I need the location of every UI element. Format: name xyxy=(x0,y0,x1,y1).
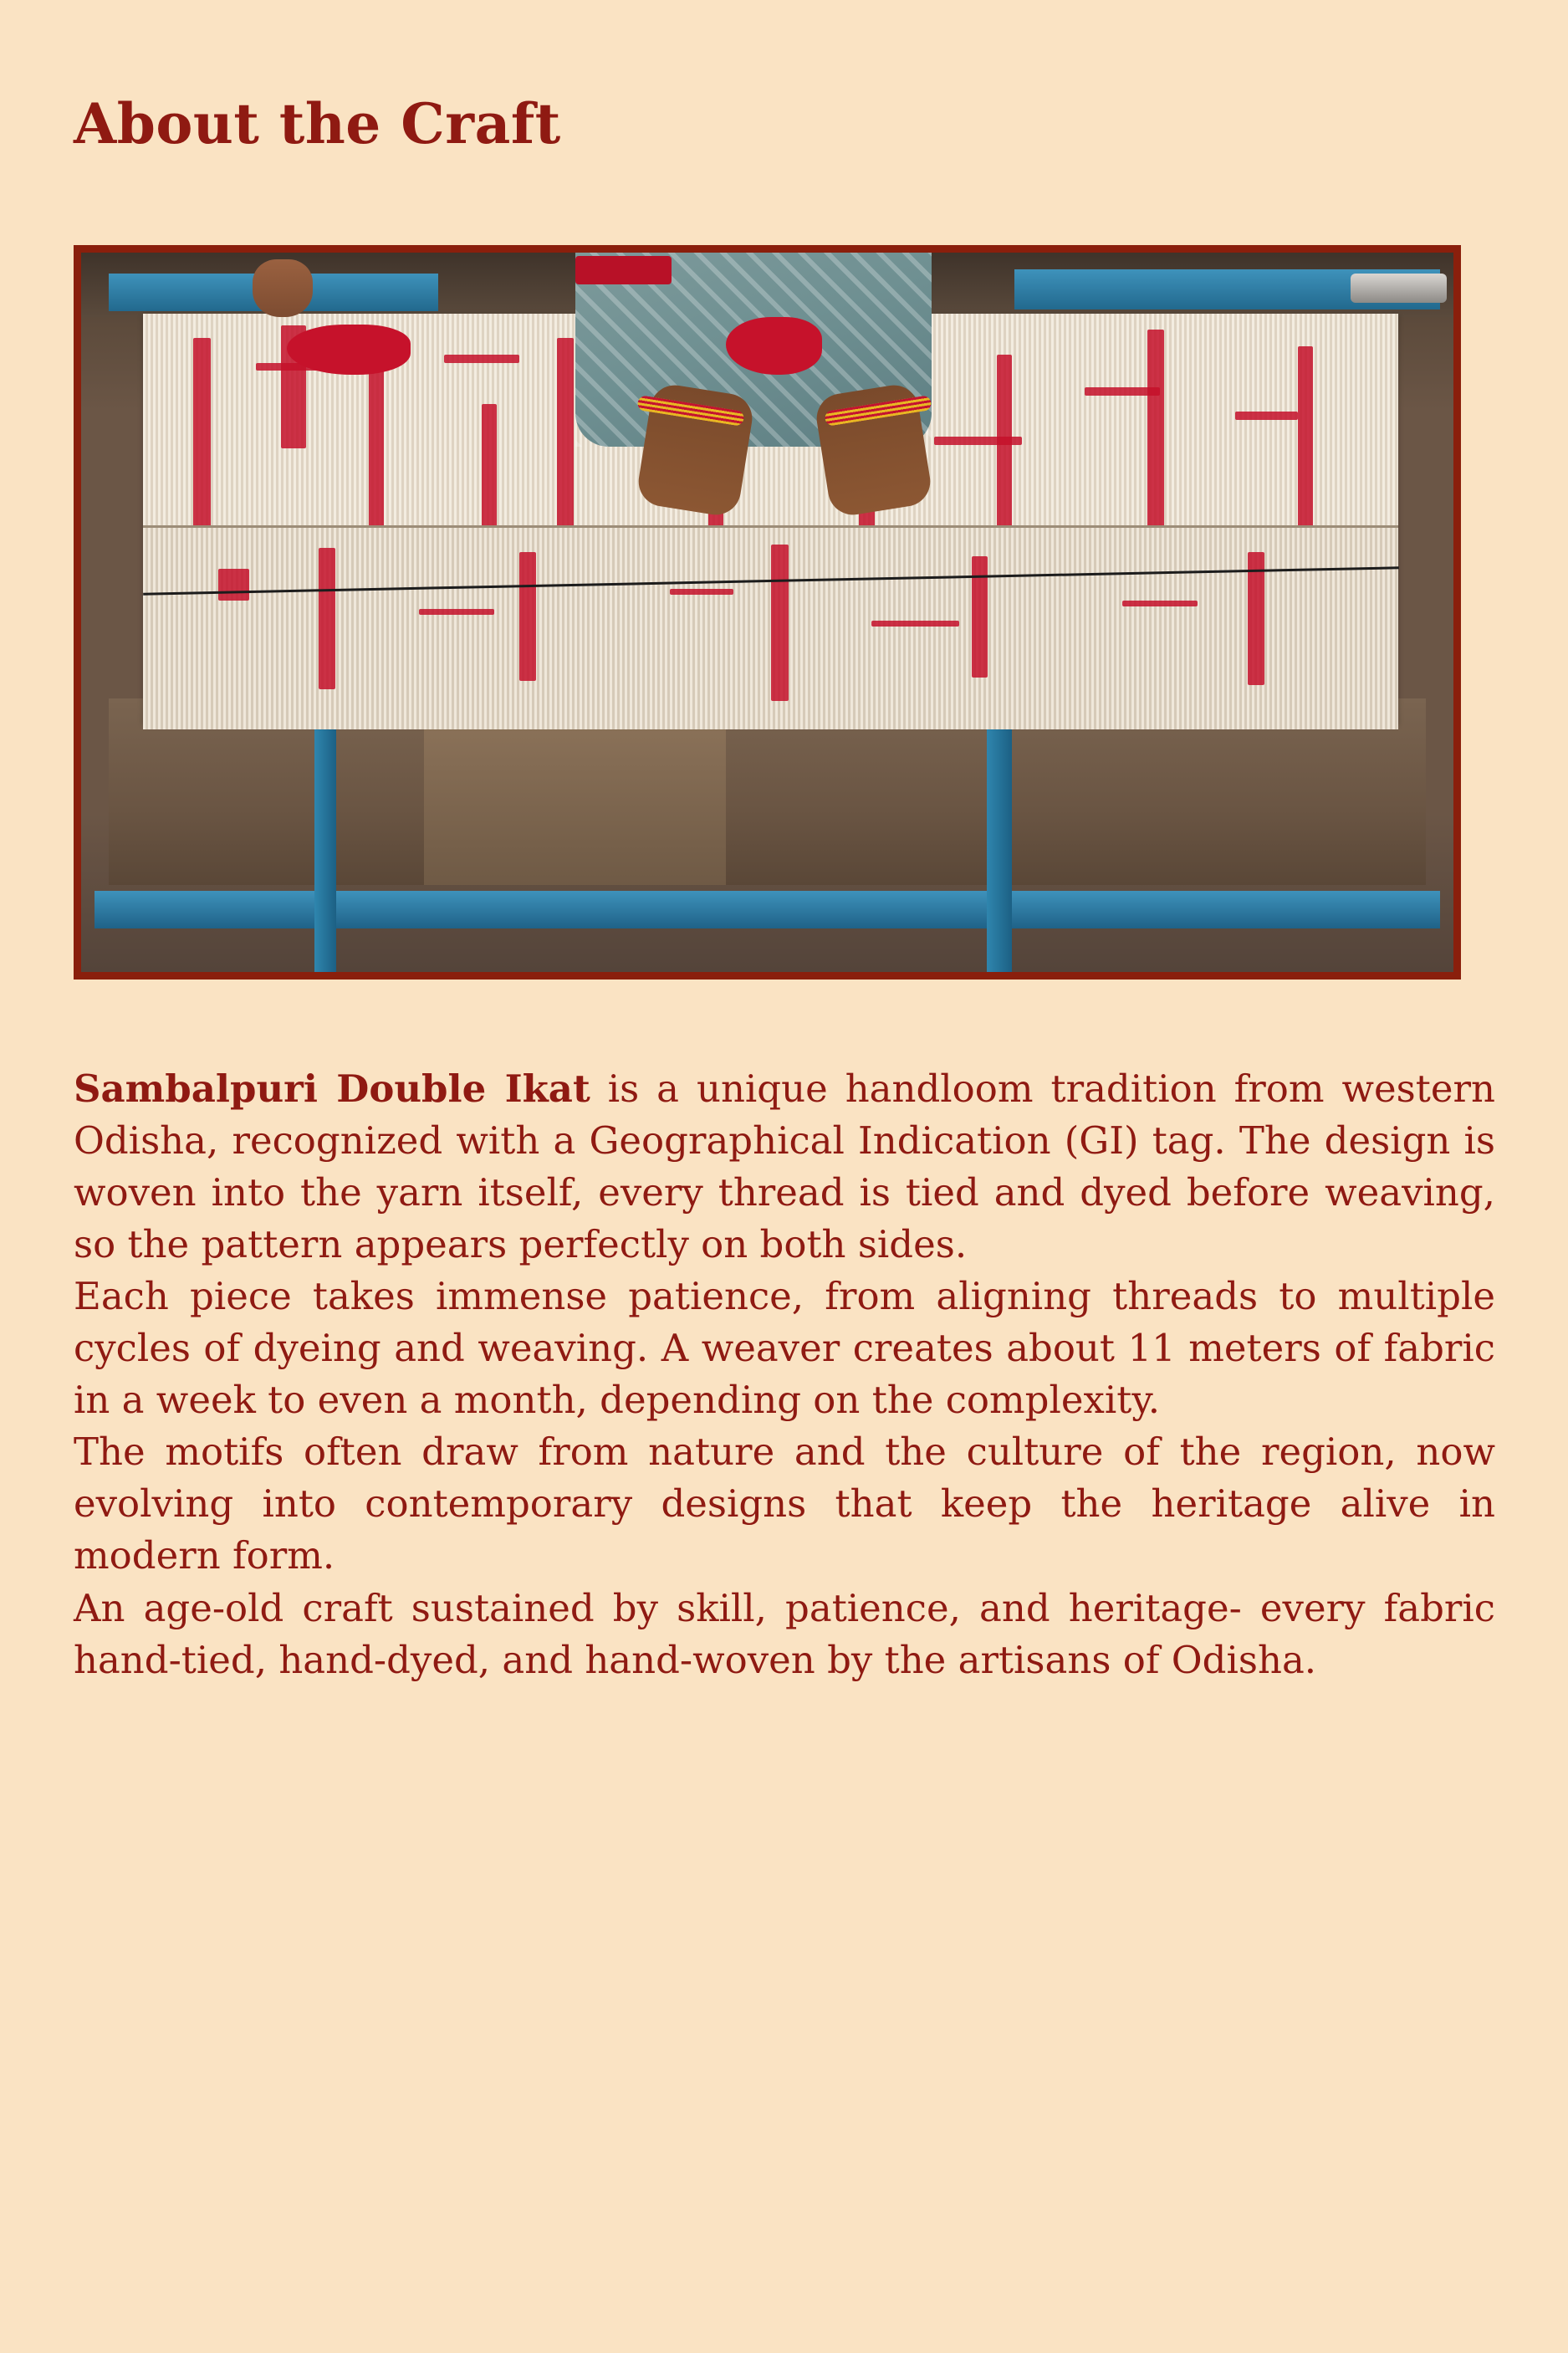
lead-term: Sambalpuri Double Ikat xyxy=(74,1066,590,1111)
red-yarn-bundle-center xyxy=(726,317,822,375)
photo-frame xyxy=(74,245,1461,980)
loom-plank-secondary xyxy=(424,727,726,885)
red-cloth xyxy=(575,256,672,284)
warp-threads-lower xyxy=(143,525,1399,729)
paragraph-1 xyxy=(74,1063,1495,1271)
page-title: About the Craft xyxy=(74,91,561,156)
paragraph-1-rest: is a unique handloom tradition from western Odisha, recognized with a Geographical Indication (GI) tag. The design is woven into the yarn itself, every thread is tied and dyed before weaving, so the pattern appears perfectly on both sides. xyxy=(74,1066,1495,1266)
paragraph-4: An age-old craft sustained by skill, patience, and heritage- every fabric hand-tied, hand-dyed, and hand-woven by the artisans of Odisha. xyxy=(74,1585,1495,1682)
paragraph-3: The motifs often draw from nature and the culture of the region, now evolving into contemporary designs that keep the heritage alive in modern form. xyxy=(74,1430,1495,1578)
about-the-craft-body xyxy=(74,1063,1495,1686)
paragraph-2: Each piece takes immense patience, from aligning threads to multiple cycles of dyeing and weaving. A weaver creates about 11 meters of fabric in a week to even a month, depending on the complexity. xyxy=(74,1273,1495,1423)
red-yarn-bundle-left xyxy=(287,325,411,375)
loom-roller xyxy=(1351,274,1447,302)
loom-beam-bottom xyxy=(94,891,1439,928)
weaver-foot xyxy=(253,259,313,317)
handloom-weaving-photo xyxy=(81,253,1453,972)
